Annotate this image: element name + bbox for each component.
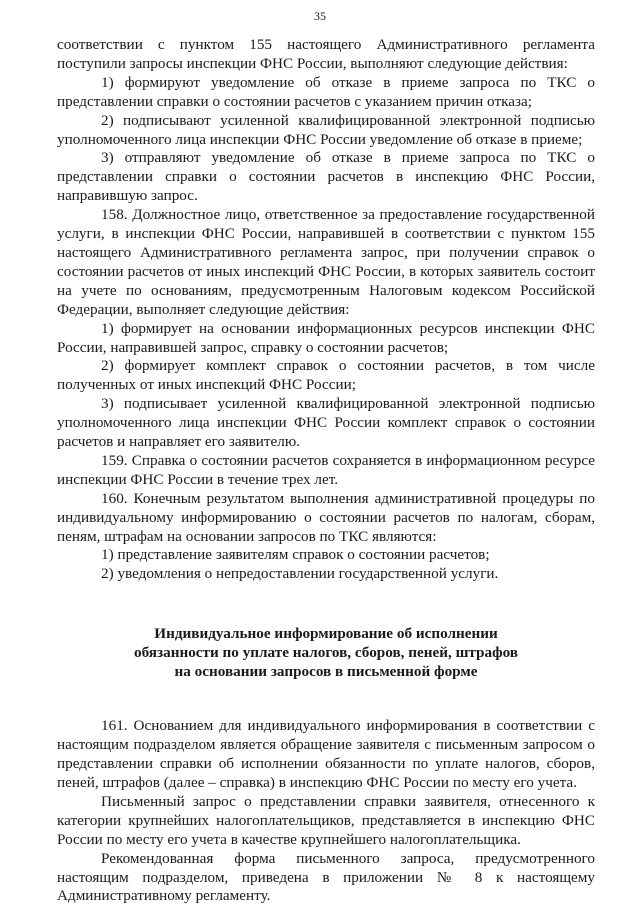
paragraph: соответствии с пунктом 155 настоящего Административного регламента поступили запросы инспекции ФНС России, выполняют следующие действия: xyxy=(57,36,595,72)
paragraph: Письменный запрос о представлении справки заявителя, отнесенного к категории крупнейших налогоплательщиков, представляется в инспекцию ФНС России по месту его учета в качестве крупнейшего налогоплательщика. xyxy=(57,792,595,848)
paragraph-161: 161. Основанием для индивидуального информирования в соответствии с настоящим подразделом является обращение заявителя с письменным запросом о представлении справки об исполнении обязанности по уплате налогов, сборов, пеней, штрафов (далее – справка) в инспекцию ФНС России по месту его учета. xyxy=(57,717,595,791)
list-item: 3) подписывает усиленной квалифицированной электронной подписью уполномоченного лица инспекции ФНС России комплект справок о состоянии расчетов и направляет его заявителю. xyxy=(57,395,595,451)
paragraph-158: 158. Должностное лицо, ответственное за предоставление государственной услуги, в инспекции ФНС России, направившей в соответствии с пунктом 155 настоящего Административного регламента запрос, при получении справок о состоянии расчетов от иных инспекций ФНС России, в которых заявитель состоит на учете по основаниям, предусмотренным Налоговым кодексом Российской Федерации, выполняет следующие действия: xyxy=(57,206,595,318)
page-number: 35 xyxy=(314,9,326,23)
paragraph-159: 159. Справка о состоянии расчетов сохраняется в информационном ресурсе инспекции ФНС России в течение трех лет. xyxy=(57,451,595,488)
list-item: 2) уведомления о непредоставлении государственной услуги. xyxy=(101,565,499,583)
list-item: 2) подписывают усиленной квалифицированной электронной подписью уполномоченного лица инспекции ФНС России уведомление об отказе в приеме; xyxy=(57,111,595,148)
list-item: 1) формирует на основании информационных ресурсов инспекции ФНС России, направившей запрос, справку о состоянии расчетов; xyxy=(57,319,595,356)
section-heading xyxy=(57,624,595,681)
list-item: 1) формируют уведомление об отказе в приеме запроса по ТКС о представлении справки о состоянии расчетов с указанием причин отказа; xyxy=(57,73,595,110)
section-heading-line: на основании запросов в письменной форме xyxy=(174,663,478,681)
list-item: 1) представление заявителям справок о состоянии расчетов; xyxy=(101,546,490,564)
document-body xyxy=(57,36,595,906)
section-heading-line: обязанности по уплате налогов, сборов, пеней, штрафов xyxy=(133,644,519,662)
section-heading-line: Индивидуальное информирование об исполнении xyxy=(154,625,498,643)
list-item: 2) формирует комплект справок о состоянии расчетов, в том числе полученных от иных инспекций ФНС России; xyxy=(57,357,595,394)
list-item: 3) отправляют уведомление об отказе в приеме запроса по ТКС о представлении справки о состоянии расчетов в инспекцию ФНС России, направившую запрос. xyxy=(57,149,595,205)
paragraph-160: 160. Конечным результатом выполнения административной процедуры по индивидуальному информированию о состоянии расчетов по налогам, сборам, пеням, штрафам на основании запросов по ТКС являются: xyxy=(57,489,595,545)
paragraph: Рекомендованная форма письменного запроса, предусмотренного настоящим подразделом, приведена в приложении № 8 к настоящему Административному регламенту. xyxy=(57,849,595,905)
